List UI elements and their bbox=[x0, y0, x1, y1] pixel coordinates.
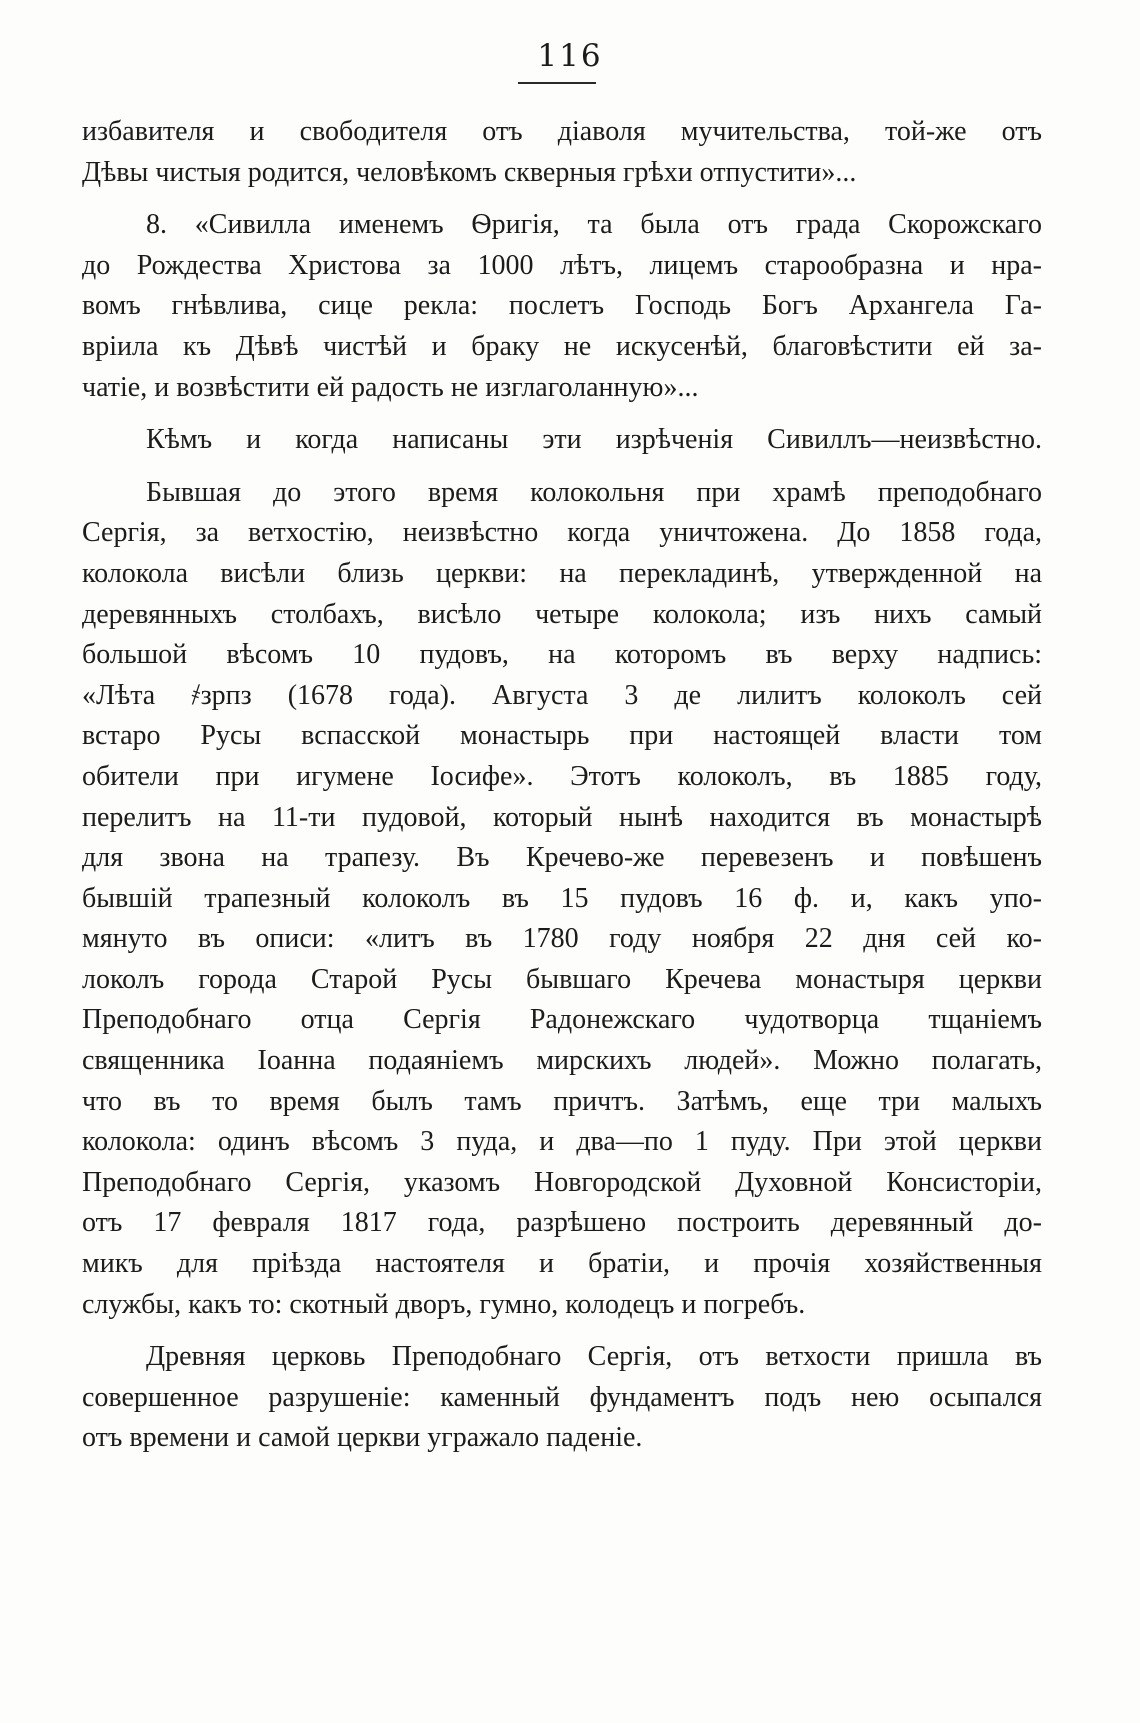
text-line: локолъ города Старой Русы бывшаго Кречева монастыря церкви bbox=[82, 963, 1042, 995]
text-line: встаро Русы вспасской монастырь при настоящей власти том bbox=[82, 720, 1042, 752]
paragraph-3 bbox=[82, 420, 1042, 461]
text-line: избавителя и свободителя отъ діаволя мучительства, той-же отъ bbox=[82, 116, 1042, 147]
text-line: Кѣмъ и когда написаны эти изрѣченія Сивиллъ—неизвѣстно. bbox=[146, 424, 1042, 456]
paragraph-2 bbox=[82, 205, 1042, 408]
body-text bbox=[82, 112, 1042, 1471]
text-line: Бывшая до этого время колокольня при храмѣ преподобнаго bbox=[146, 476, 1042, 508]
text-line: микъ для пріѣзда настоятеля и братіи, и прочія хозяйственныя bbox=[82, 1248, 1042, 1280]
text-line: Сергія, за ветхостію, неизвѣстно когда уничтожена. До 1858 года, bbox=[82, 517, 1042, 549]
text-line: большой вѣсомъ 10 пудовъ, на которомъ въ верху надпись: bbox=[82, 639, 1042, 671]
text-line: что въ то время былъ тамъ причтъ. Затѣмъ, еще три малыхъ bbox=[82, 1085, 1042, 1117]
text-line: бывшій трапезный колоколъ въ 15 пудовъ 16 ф. и, какъ упо- bbox=[82, 882, 1042, 914]
text-line: Преподобнаго отца Сергія Радонежскаго чудотворца тщаніемъ bbox=[82, 1004, 1042, 1036]
text-line: чатіе, и возвѣстити ей радость не изглаголанную»... bbox=[82, 371, 699, 403]
page-number-rule bbox=[518, 82, 596, 84]
text-line: колокола висѣли близь церкви: на перекладинѣ, утвержденной на bbox=[82, 557, 1042, 589]
text-line: Дѣвы чистыя родится, человѣкомъ скверныя грѣхи отпустити»... bbox=[82, 156, 857, 188]
text-line: обители при игумене Іосифе». Этотъ колоколъ, въ 1885 году, bbox=[82, 760, 1042, 792]
text-line: Преподобнаго Сергія, указомъ Новгородской Духовной Консисторіи, bbox=[82, 1166, 1042, 1198]
text-line: службы, какъ то: скотный дворъ, гумно, колодецъ и погребъ. bbox=[82, 1288, 806, 1320]
text-line: колокола: одинъ вѣсомъ 3 пуда, и два—по 1 пуду. При этой церкви bbox=[82, 1126, 1042, 1158]
text-line: перелитъ на 11-ти пудовой, который нынѣ находится въ монастырѣ bbox=[82, 801, 1042, 833]
text-line: 8. «Сивилла именемъ Ѳригія, та была отъ града Скорожскаго bbox=[146, 209, 1042, 241]
paragraph-5 bbox=[82, 1337, 1042, 1459]
paragraph-1 bbox=[82, 112, 1042, 193]
text-line: «Лѣта ҂зрпз (1678 года). Августа 3 де лилитъ колоколъ сей bbox=[82, 679, 1042, 711]
text-line: деревянныхъ столбахъ, висѣло четыре колокола; изъ нихъ самый bbox=[82, 598, 1042, 630]
text-line: Древняя церковь Преподобнаго Сергія, отъ ветхости пришла въ bbox=[146, 1341, 1042, 1373]
text-line: совершенное разрушеніе: каменный фундаментъ подъ нею осыпался bbox=[82, 1381, 1042, 1413]
text-line: вомъ гнѣвлива, сице рекла: послетъ Господь Богъ Архангела Га- bbox=[82, 290, 1042, 322]
text-line: до Рождества Христова за 1000 лѣтъ, лицемъ старообразна и нра- bbox=[82, 249, 1042, 281]
text-line: мянуто въ описи: «литъ въ 1780 году ноября 22 дня сей ко- bbox=[82, 923, 1042, 955]
text-line: для звона на трапезу. Въ Кречево-же перевезенъ и повѣшенъ bbox=[82, 842, 1042, 874]
text-line: вріила къ Дѣвѣ чистѣй и браку не искусенѣй, благовѣстити ей за- bbox=[82, 330, 1042, 362]
text-line: священника Іоанна подаяніемъ мирскихъ людей». Можно полагать, bbox=[82, 1045, 1042, 1077]
text-line: отъ времени и самой церкви угражало паденіе. bbox=[82, 1422, 643, 1454]
page-number: 116 bbox=[537, 38, 603, 74]
text-line: отъ 17 февраля 1817 года, разрѣшено построить деревянный до- bbox=[82, 1207, 1042, 1239]
paragraph-4 bbox=[82, 473, 1042, 1325]
